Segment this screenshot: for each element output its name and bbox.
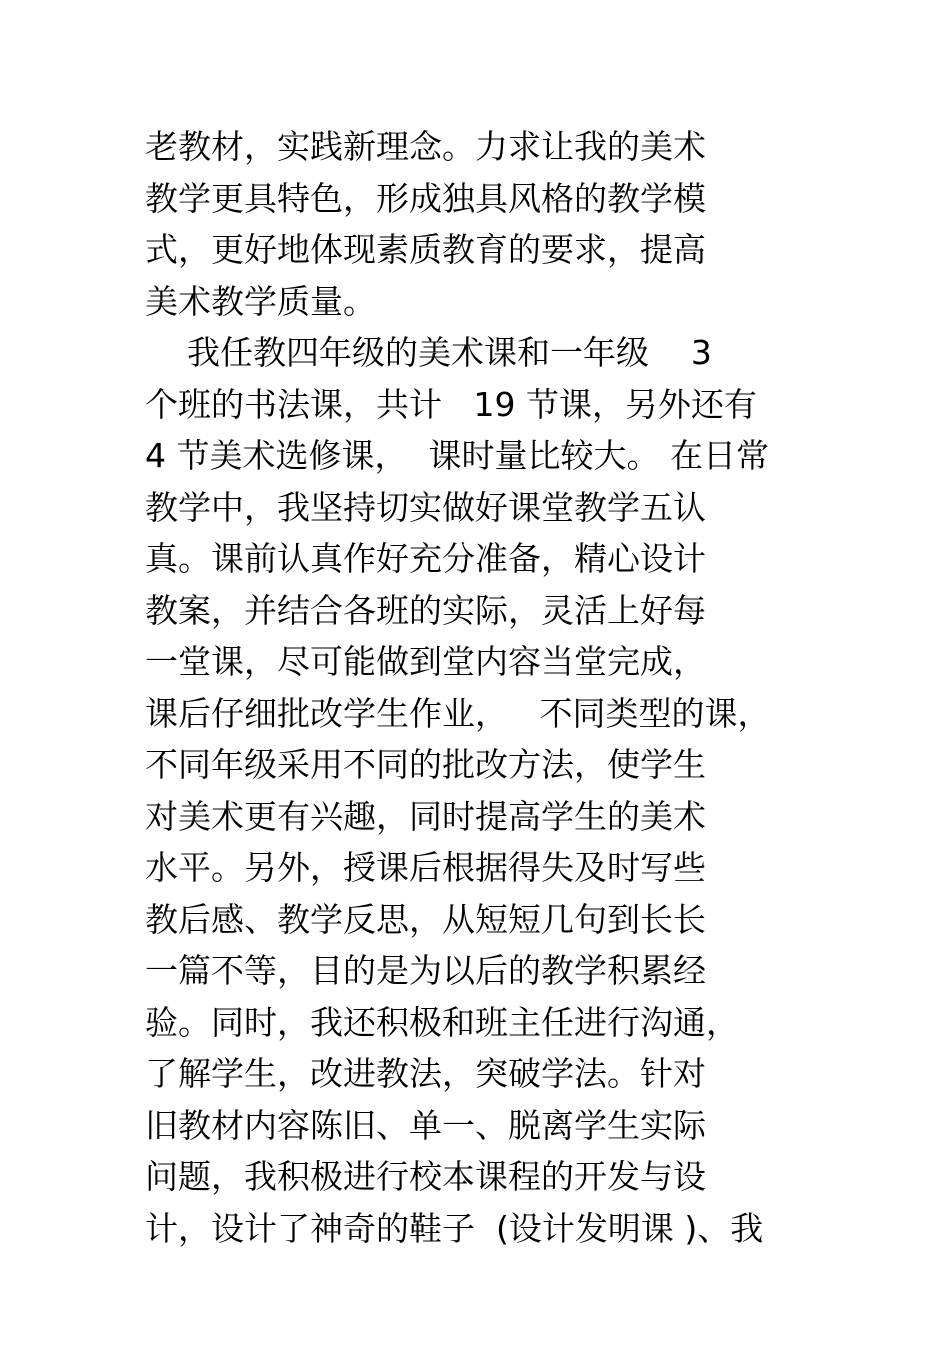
text-line: 课后仔细批改学生作业， 不同类型的课， [145, 693, 771, 733]
text-line: 对美术更有兴趣，同时提高学生的美术 [145, 796, 706, 836]
text-line: 老教材，实践新理念。力求让我的美术 [145, 127, 706, 166]
text-line: 问题，我积极进行校本课程的开发与设 [145, 1157, 706, 1196]
text-line: 一堂课，尽可能做到堂内容当堂完成， [145, 642, 706, 681]
text-line: 旧教材内容陈旧、单一、脱离学生实际 [145, 1105, 706, 1145]
text-line: 教学更具特色，形成独具风格的教学模 [145, 178, 706, 218]
text-line: 教学中，我坚持切实做好课堂教学五认 [145, 487, 706, 527]
text-line: 计，设计了神奇的鞋子 (设计发明课 )、我 [145, 1208, 764, 1248]
text-line: 了解学生，改进教法，突破学法。针对 [145, 1054, 706, 1093]
text-line: 真。课前认真作好充分准备，精心设计 [145, 539, 706, 578]
text-line: 式，更好地体现素质教育的要求，提高 [145, 230, 706, 269]
text-line: 水平。另外，授课后根据得失及时写些 [145, 848, 706, 887]
text-line: 4 节美术选修课， 课时量比较大。 在日常 [145, 436, 769, 475]
text-line: 教案，并结合各班的实际，灵活上好每 [145, 590, 706, 630]
text-line: 不同年级采用不同的批改方法，使学生 [145, 745, 706, 784]
text-line: 个班的书法课，共计 19 节课，另外还有 [145, 384, 757, 424]
text-line: 美术教学质量。 [145, 281, 376, 321]
text-line: 一篇不等，目的是为以后的教学积累经 [145, 951, 706, 990]
text-line: 教后感、教学反思，从短短几句到长长 [145, 899, 706, 939]
text-line: 验。同时，我还积极和班主任进行沟通， [145, 1002, 739, 1042]
body-text [145, 121, 825, 1254]
text-line: 我任教四年级的美术课和一年级 3 [145, 333, 712, 372]
